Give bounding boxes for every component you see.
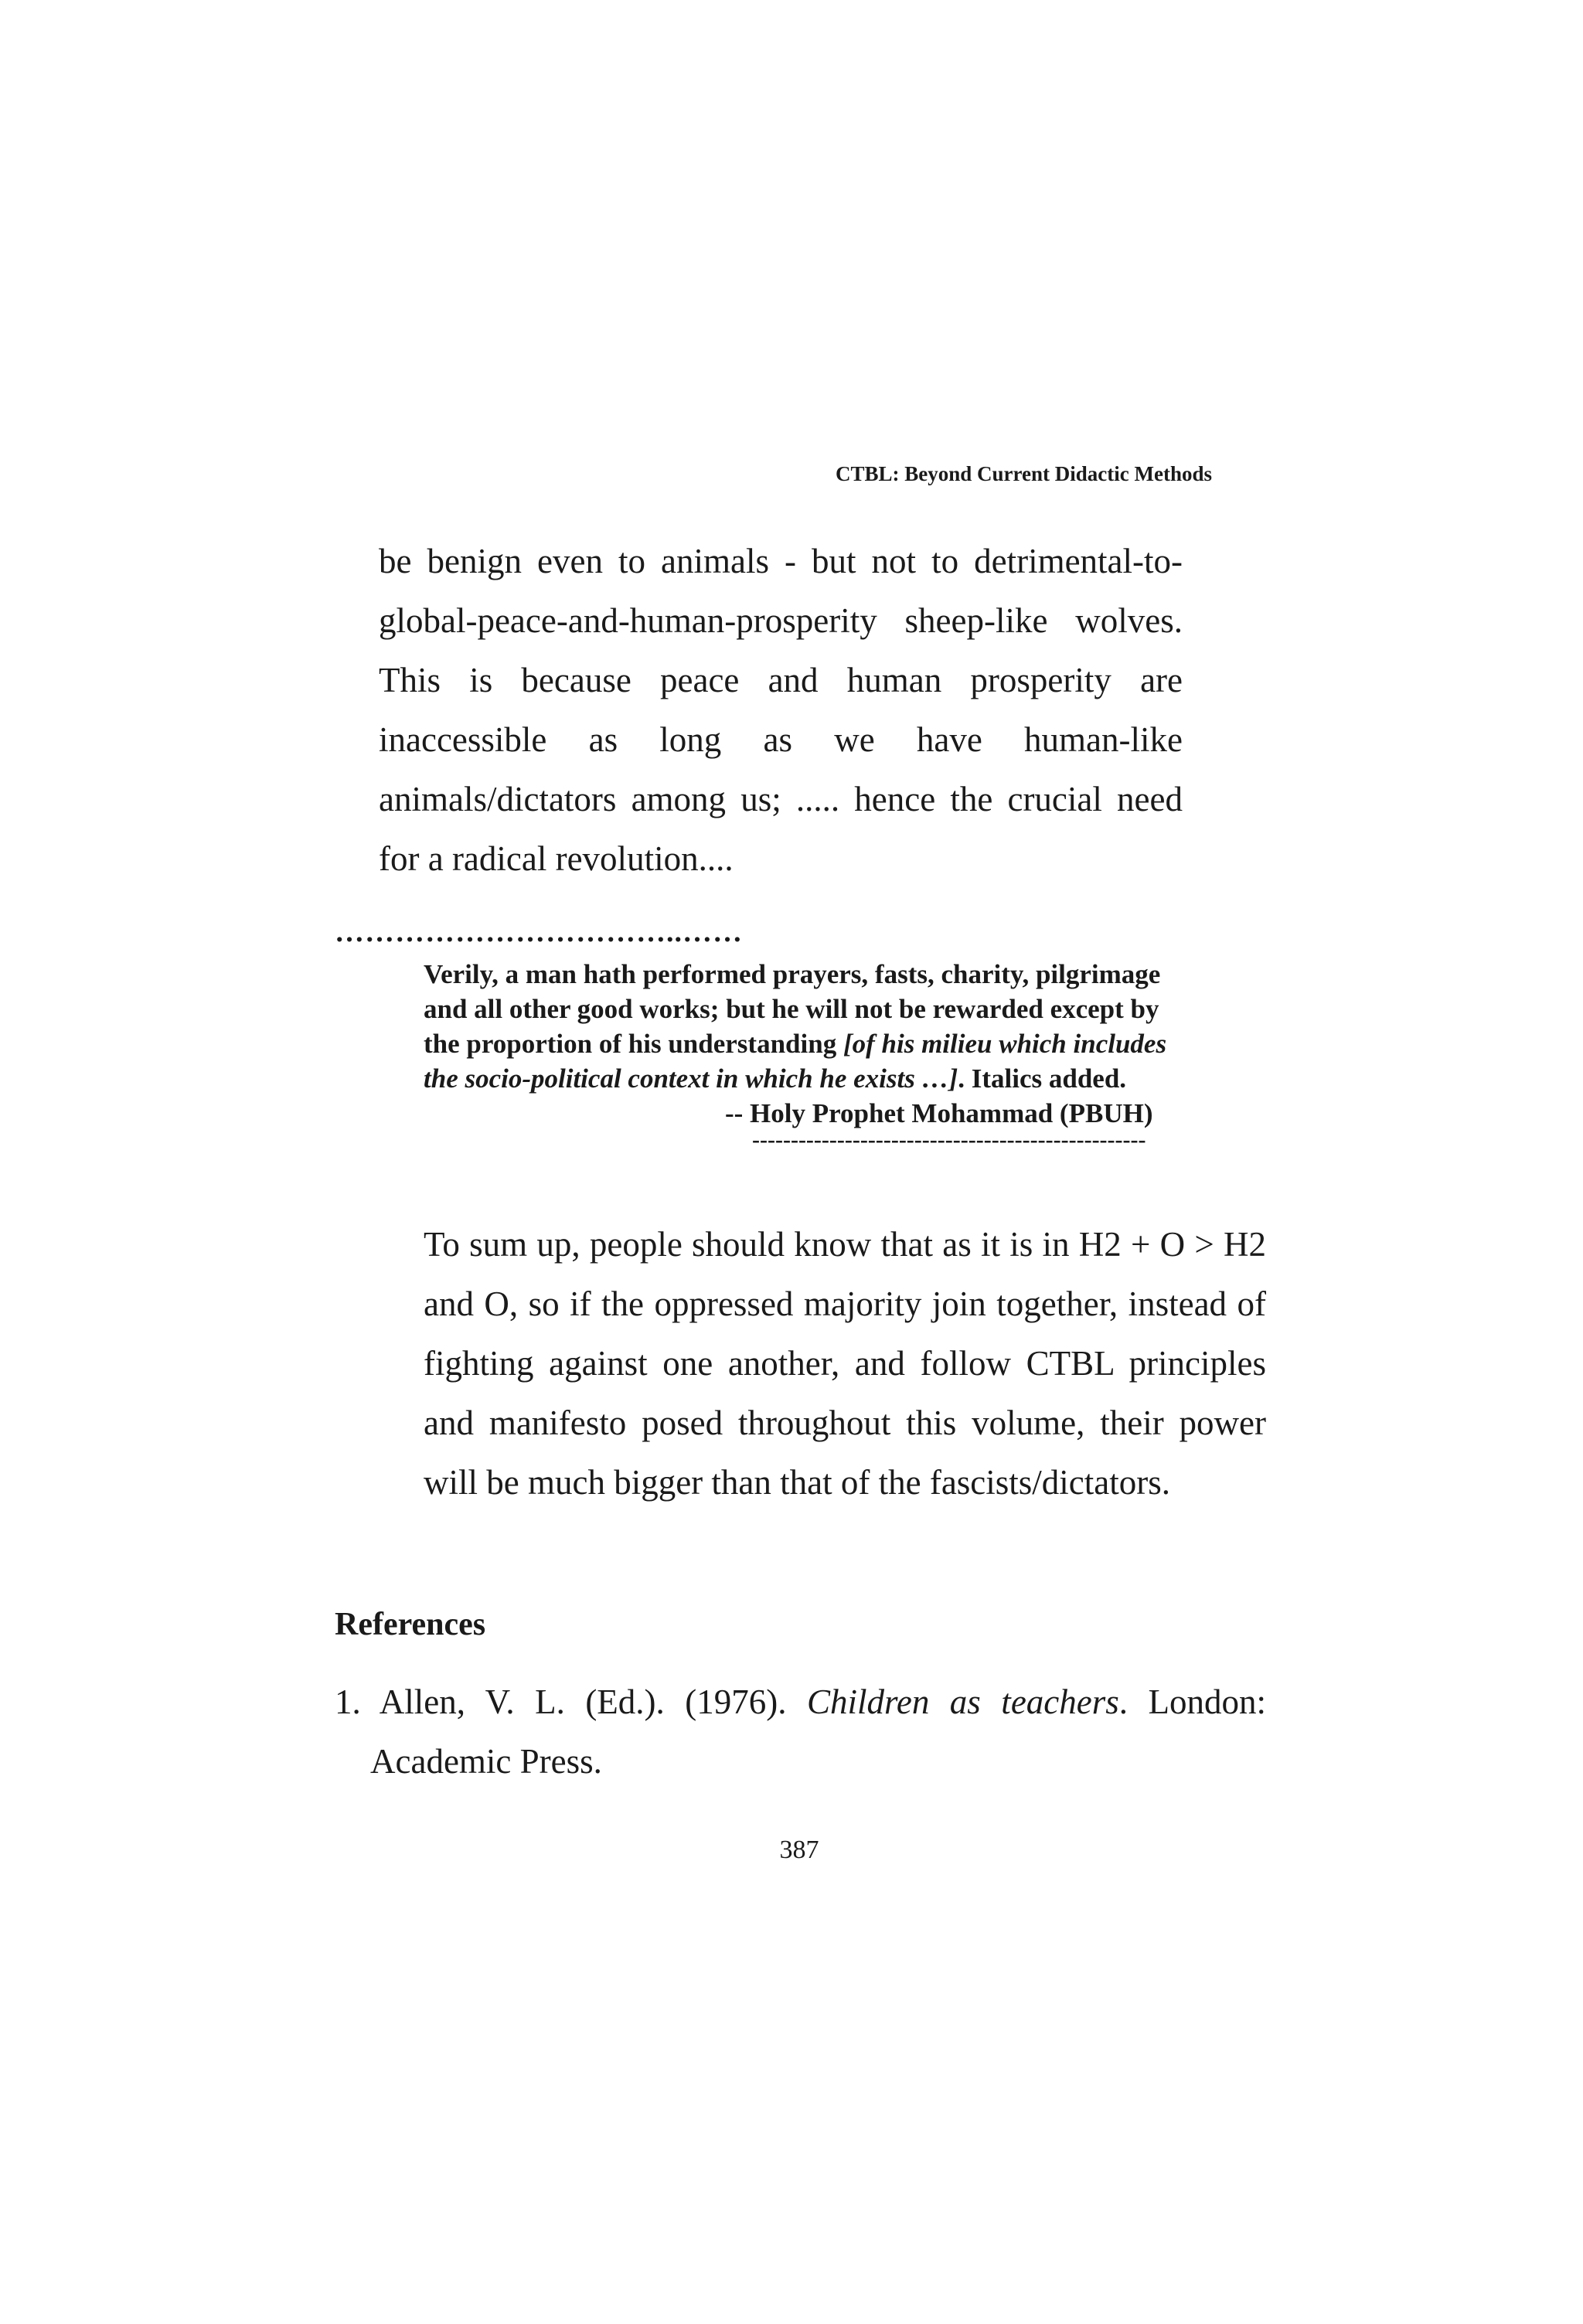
- text-line: and O, so if the oppressed majority join together, instead of: [424, 1284, 1266, 1323]
- body-paragraph-2: [424, 1215, 1266, 1512]
- quote-italic-text: [of his milieu which includes: [843, 1029, 1167, 1059]
- page-number: 387: [779, 1836, 819, 1864]
- reference-prefix: 1. Allen, V. L. (Ed.). (1976).: [335, 1683, 807, 1721]
- text-line: global-peace-and-human-prosperity sheep-like wolves.: [379, 601, 1183, 640]
- quote-line: Verily, a man hath performed prayers, fasts, charity, pilgrimage: [424, 959, 1161, 989]
- quote-line: [424, 1061, 1237, 1096]
- text-line: and manifesto posed throughout this volume, their power: [424, 1404, 1266, 1442]
- reference-item: [335, 1672, 1266, 1791]
- text-line: will be much bigger than that of the fascists/dictators.: [424, 1463, 1171, 1502]
- quote-text: . Italics added.: [958, 1063, 1127, 1094]
- text-line: This is because peace and human prosperity are: [379, 661, 1183, 699]
- running-header: CTBL: Beyond Current Didactic Methods: [835, 462, 1212, 485]
- block-quote: [424, 957, 1237, 1131]
- text-line: be benign even to animals - but not to detrimental-to-: [379, 542, 1183, 580]
- text-line: animals/dictators among us; ..... hence the crucial need: [379, 780, 1183, 818]
- text-line: for a radical revolution....: [379, 839, 734, 878]
- reference-continuation: Academic Press.: [370, 1742, 602, 1781]
- text-line: fighting against one another, and follow CTBL principles: [424, 1344, 1266, 1383]
- quote-line: [424, 1026, 1237, 1061]
- quote-text: the proportion of his understanding: [424, 1029, 843, 1059]
- references-heading: References: [335, 1607, 486, 1642]
- body-paragraph-1: [379, 532, 1183, 889]
- text-line: To sum up, people should know that as it is in H2 + O > H2: [424, 1225, 1266, 1264]
- quote-italic-text: the socio-political context in which he exists …]: [424, 1063, 958, 1094]
- reference-line: [335, 1672, 1266, 1732]
- quote-attribution: -- Holy Prophet Mohammad (PBUH): [725, 1098, 1153, 1128]
- reference-suffix: . London:: [1118, 1683, 1266, 1721]
- text-line: inaccessible as long as we have human-like: [379, 720, 1183, 759]
- quote-line: and all other good works; but he will not be rewarded except by: [424, 994, 1159, 1024]
- reference-title: Children as teachers: [806, 1683, 1119, 1721]
- quote-rule: ---------------------------------------------------: [752, 1127, 1146, 1152]
- separator-dots: ……………………………..……: [335, 916, 743, 948]
